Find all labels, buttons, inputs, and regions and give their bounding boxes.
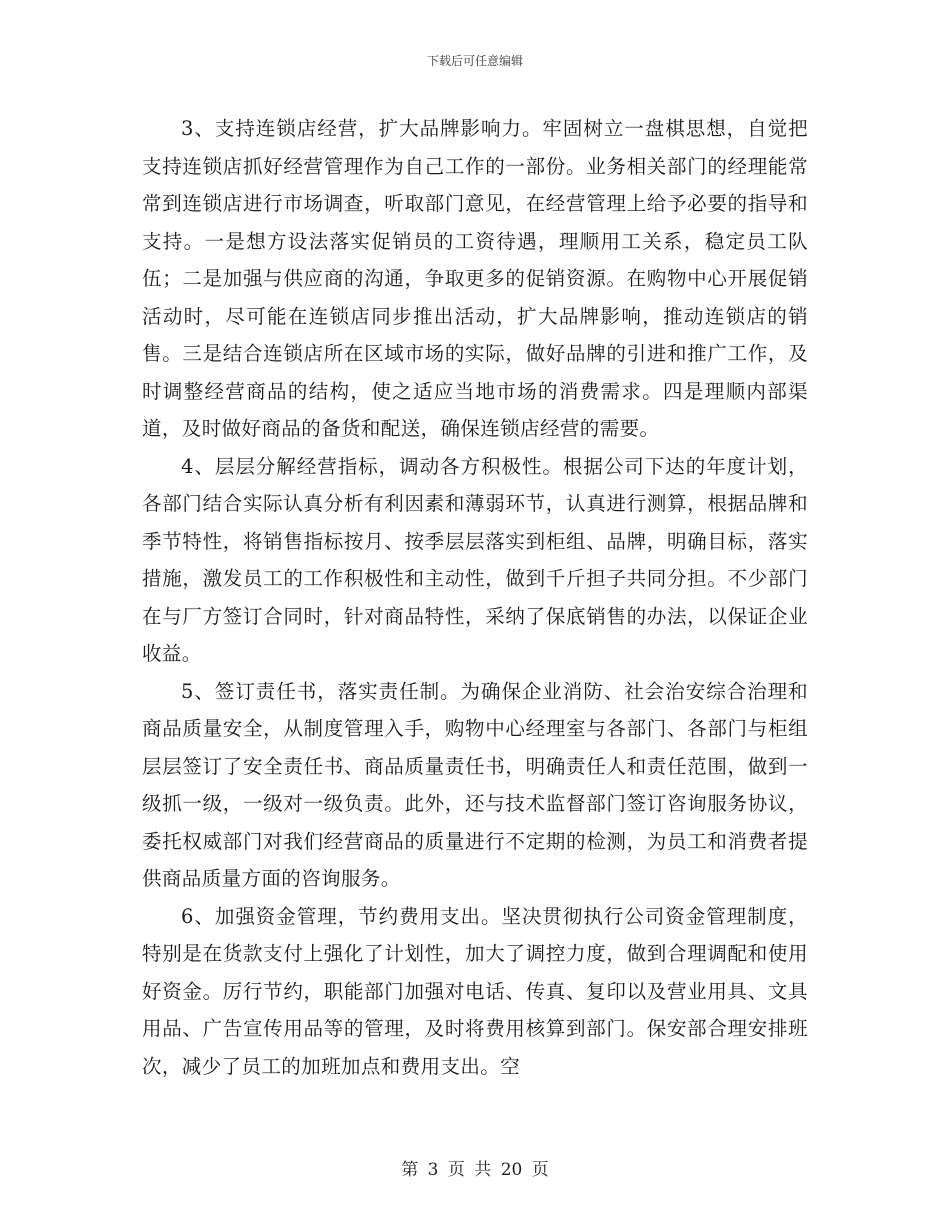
page-header: 下载后可任意编辑 [426, 54, 523, 68]
document-body [142, 110, 808, 1085]
paragraph-5-responsibility: 5、签订责任书，落实责任制。为确保企业消防、社会治安综合治理和商品质量安全，从制度管理入手，购物中心经理室与各部门、各部门与柜组层层签订了安全责任书、商品质量责任书，明确责任人和责任范围，做到一级抓一级，一级对一级负责。此外，还与技术监督部门签订咨询服务协议，委托权威部门对我们经营商品的质量进行不定期的检测，为员工和消费者提供商品质量方面的咨询服务。 [142, 679, 808, 890]
page-footer: 第 3 页 共 20 页 [401, 1160, 549, 1180]
paragraph-6-fund-management: 6、加强资金管理，节约费用支出。坚决贯彻执行公司资金管理制度，特别是在货款支付上强化了计划性，加大了调控力度，做到合理调配和使用好资金。厉行节约，职能部门加强对电话、传真、复印以及营业用具、文具用品、广告宣传用品等的管理，及时将费用核算到部门。保安部合理安排班次，减少了员工的加班加点和费用支出。空 [142, 904, 808, 1078]
paragraph-4-business-targets: 4、层层分解经营指标，调动各方积极性。根据公司下达的年度计划，各部门结合实际认真分析有利因素和薄弱环节，认真进行测算，根据品牌和季节特性，将销售指标按月、按季层层落实到柜组、品牌，明确目标，落实措施，激发员工的工作积极性和主动性，做到千斤担子共同分担。不少部门在与厂方签订合同时，针对商品特性，采纳了保底销售的办法，以保证企业收益。 [142, 454, 808, 665]
paragraph-3-chain-store-support: 3、支持连锁店经营，扩大品牌影响力。牢固树立一盘棋思想，自觉把支持连锁店抓好经营管理作为自己工作的一部份。业务相关部门的经理能常常到连锁店进行市场调查，听取部门意见，在经营管理上给予必要的指导和支持。一是想方设法落实促销员的工资待遇，理顺用工关系，稳定员工队伍；二是加强与供应商的沟通，争取更多的促销资源。在购物中心开展促销活动时，尽可能在连锁店同步推出活动，扩大品牌影响，推动连锁店的销售。三是结合连锁店所在区域市场的实际，做好品牌的引进和推广工作，及时调整经营商品的结构，使之适应当地市场的消费需求。四是理顺内部渠道，及时做好商品的备货和配送，确保连锁店经营的需要。 [142, 117, 808, 440]
